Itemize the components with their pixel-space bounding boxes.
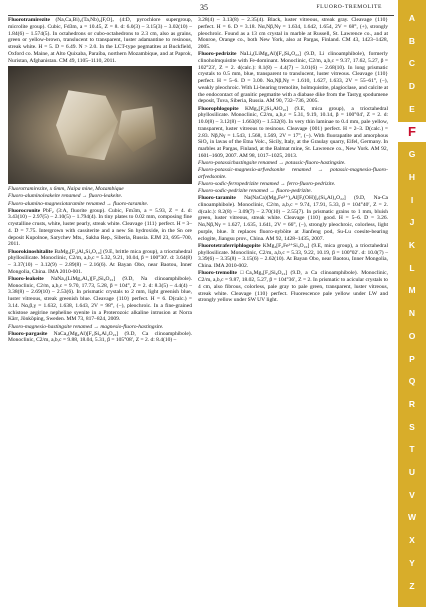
mineral-formula: NaNa₂(LiMg₂Al₂)[F₂|Si₈O₂₂] [43,275,116,282]
tab-letter-e[interactable]: E [409,103,415,114]
mineral-formula: (Na,Ca,Bi)₂(Ta,Nb)₂[F,O]₇ [49,17,115,23]
tab-letter-f[interactable]: F [398,122,426,142]
mineral-description: (9.D, Na-Ca clinoamphibole). Monoclinic, C2/m, a,b,c = 9.74, 17.91, 5.33, β = 104°40′, Z = 2. d(calc.): 8.2(8) – 3.09(7) – 2.70(10) – 2.55(7). In prismatic grains to 1 mm, bluish green, luster vitreous, streak white. Cleavage {110} good. H = 5–6. D = 3.26. Nα,Nβ,Nγ = 1.627, 1.635, 1.641, 2V = 66°, (−), strongly pleochroic, colorless, light purple, blue. It replaces fluoro-nyböite at Jianfeng pod, Su-Lu coesite-bearing eclogite, Jiangsu prov., China. AM 92, 1428–1435, 2007. [198,195,388,242]
crystal-shape [56,90,118,160]
running-title: FLUORO-TREMOLITE [316,4,382,10]
mineral-entry [198,51,388,105]
mineral-description: (9.D, Na clinoamphibole). Monoclinic, C2/m, a,b,c = 9.70, 17.73, 5.28, β = 104°, Z = 2. d: 8.3(5) – 4.4(4) – 3.38(8) – 2.69(10) – 2.53(6). In prismatic crystals to 2 mm, light greenish blue, luster vitreous, streak greenish blue. Cleavage {110} perfect. H = 6. D(calc.) = 3.14. Nα,β,γ = 1.632, 1.638, 1.643, 2V = 98°, (−), pleochroic. In a fine-grained schistose aegirine nepheline syenite in a Proterozoic alkaline intrusion at Norra Kärr, Jönköping, Sweden. MM 73, 817–824, 2009. [8,275,192,323]
mineral-description: (9.E, mica group), a trioctahedral phyllosilicate. Monoclinic, C2/m, a,b,c = 5.31, 9.19, 10.14, β = 100°04′, Z = 2. d: 10.0(8) – 3.12(8) – 1.663(8) – 1.532(8). In very thin laminae to 0.4 mm, pale yellow, transparent, luster vitreous to resinous. Cleavage {001} perfect. H = 2–3. D(calc.) = 2.83. Nβ,Nγ = 1.543, 1.568, 1.569, 2V = 17°, (−). With fluorapatite and amorphous SiO₂ in lavas of the Etna Volc., Sicily, Italy, at the Graulay quarry, Eifel, Germany. In marbles at Pargas, Finland, at the Balmat mine, St. Lawrence co., New York. AM 92, 1601–1609, 2007. AM 98, 1017–1025, 2013. [198,105,388,159]
tab-letter-k[interactable]: K [408,240,416,250]
mineral-name: Fluoro-tremolite [198,270,237,277]
mineral-entry [8,331,192,345]
mineral-entry [198,270,388,304]
mineral-entry [8,17,192,64]
cross-reference: Fluoro-aluminoleakeite renamed → fluoro-leakeite. [8,193,123,200]
mineral-name: Fluorotetraferriphlogopite [198,242,261,249]
cross-reference: Fluoro-sodic-pedrizite renamed → fluoro-pedrizite. [198,188,312,195]
tab-letter-j[interactable]: J [409,217,415,228]
mineral-entry [198,243,388,270]
mineral-formula: PbF₂ [40,207,54,214]
mineral-description: (4:D, pyrochlore supergroup, microlite group). Cubic, Fd3m, a = 10.45, Z = 8. d: 6.0(3) – 3.15(3) – 3.02(10) – 1.84(6) – 1.574(5). In octahedrons or cubo-octahedrons to 2.3 cm, also as grains, green or yellow-brown, translucent to transparent, luster adamantine to resinous, streak white. H = 5. D = 6.49. N > 2.0. In the LCT-type pegmatites at Buckfield, Oxford co. Maine, at Alto Quixaba, Paraíba, northern Mozambique, and at Paprok, Nuristan, Afghanistan. CM 49, 1105–1110, 2011. [8,17,192,64]
mineral-entry [8,249,192,276]
tab-letter-s[interactable]: S [409,421,415,432]
mineral-formula: BaMg₃[F₂|Al₂Si₂O₁₀] [52,248,102,255]
left-column-entries-bottom [8,193,192,344]
photo-caption: Fluorotramirezite, x 6mm, Naipa mine, Mozambique [8,186,124,193]
left-column [8,17,192,345]
mineral-formula: KMg₃[F₂|Si₃AlO₁₀] [238,105,289,112]
cross-reference: Fluoro-sodic-ferropedrizite renamed → ferro-fluoro-pedrizite. [198,180,336,187]
mineral-description: (9.D, Ca clinoamphibole). Monoclinic, C2/m, a,b,c = 9.88, 18.04, 5.31, β = 105°08′, Z = 2. d: 8.4(10) – [8,330,192,344]
tab-letter-b[interactable]: B [408,35,416,46]
mineral-description: (9.E, mica group), a trioctahedral phyllosilicate. Monoclinic, C2/m, a,b,c = 5.33, 9.22, 10.19, β = 100°02′. d: 10.0(7) – 3.39(6) – 3.35(8) – 3.15(6) – 2.62(10). At Bayan Obo, near Baotou, Inner Mongolia, China. IMA 2010-002. [198,242,388,270]
tab-letter-p[interactable]: P [409,353,415,364]
left-column-entries-top [8,17,192,64]
mineral-description: (9.D, Li clinoamphibole), formerly clinoholmquistite with Fe-dominant. Monoclinic, C2/m, a,b,c = 9.37, 17.62, 5.27, β = 102°23′, Z = 2. d(calc.): 8.1(8) – 4.4(7) – 3.01(6) – 2.68(10). In long prismatic crystals to 0.5 mm, blue, transparent to translucent, luster vitreous. Cleavage {110} perfect. H = 5–6. D = 3.00. Nα,Nβ,Nγ = 1.610, 1.627, 1.633, 2V = 55–61°, (−), weakly pleochroic. With Li-bearing tremolite, holmquistite, plagioclase, and calcite at the endocontact of granitic pegmatite with a diabase dike from the Tastyg spodumene deposit, Tuva, Siberia, Russia. AM 90, 732–736, 2005. [198,51,388,105]
mineral-name: Fluoro-taramite [198,195,236,202]
mineral-formula: NaLi₂(LiMg₂Al)[F₂|Si₈O₂₂] [236,51,301,58]
tab-letter-y[interactable]: Y [409,557,415,568]
tab-letter-x[interactable]: X [409,535,415,546]
tab-letter-t[interactable]: T [409,444,415,455]
mineral-formula: □Ca₂Mg₅[F₂|Si₈O₂₂] [236,270,288,277]
mineral-formula: KMg₃[F₂Fe³⁺Si₃O₁₀] [260,242,310,249]
mineral-entry [8,276,192,323]
mineral-name: Fluoro-pargasite [8,330,48,337]
header-rule [8,15,394,16]
mineral-entry [198,106,388,160]
tab-letter-d[interactable]: D [408,81,416,92]
mineral-formula: NaCa₂(Mg₄Al)[F₂|Si₆Al₂O₂₂] [47,330,119,337]
tab-letter-n[interactable]: N [408,308,416,319]
right-column-entries [198,17,388,304]
mineral-name: Fluoro-pedrizite [198,51,237,58]
mineral-name: Fluorotramirezite [8,17,50,23]
cross-reference: Fluoro-potassichastingsite renamed → potassic-fluoro-hastingsite. [198,159,346,166]
mineral-description: (9.E, brittle mica group), a trioctahedral phyllosilicate. Monoclinic, C2/m, a,b,c = 5.32, 9.21, 10.04, β = 100°30′. d: 3.64(8) – 3.37(10) – 3.12(9) – 2.89(8) – 2.16(6). At Bayan Obo, near Baotou, Inner Mongolia, China. IMA 2010-001. [8,248,192,275]
tab-letter-w[interactable]: W [407,512,417,523]
continued-text: 3.28(4) – 3.13(8) – 2.35(4). Black, luster vitreous, streak gray. Cleavage {110} perfect. H = 6. D = 3.18. Nα,Nβ,Nγ = 1.634, 1.642, 1.654, 2V = 68°, (+), strongly pleochroic. Found as a 13 cm crystal in marble at Russell, St. Lawrence co., and at Monroe, Orange co., both New York, also at Pargas, Finland. CM 43, 1423–1428, 2005. [198,17,388,50]
cross-reference: Fluoro-potassic-magnesio-arfvedsonite renamed → potassic-magnesio-fluoro-arfvedsonite. [198,167,388,180]
cross-reference: Fluoro-alumino-magnesiotaramite renamed → fluoro-taramite. [8,200,149,207]
mineral-description: (9.D, a Ca clinoamphibole). Monoclinic, C2/m, a,b,c = 9.87, 18.02, 5.27, β = 104°36′, Z = 2. In prismatic to acicular crystals to 4 cm, also fibrous, colorless, pale gray to pale green, transparent, luster vitreous, streak white. Cleavage {110} perfect. Fluorescence pale yellow under LW and strongly yellow under SW UV light. [198,270,388,304]
tab-letter-u[interactable]: U [408,467,416,477]
right-column [198,17,388,304]
tab-letter-m[interactable]: M [408,285,416,296]
mineral-entry [8,208,192,249]
mineral-name: Fluorokinoshitalite [8,248,53,255]
tab-letter-i[interactable]: I [410,194,414,205]
tab-letter-g[interactable]: G [408,149,416,160]
tab-letter-c[interactable]: C [408,58,416,69]
mineral-description: (3:A, fluorite group). Cubic, Fm3m, a = 5.93, Z = 4. d: 3.43(10) – 2.97(5) – 2.10(5) – 1.794(4). In tiny plates to 0.02 mm, composing fine crystalline crusts, white, luster pearly, streak white. Cleavage {111} perfect. H = 3–4. D = 7.75. Intergrown with cassiterite and a new Sn hydroxide, in the Sn ore deposit Kupolnoe, Sarychev Mts., Sakha Rep., Siberia, Russia. EJM 23, 695–700, 2011. [8,207,192,248]
tab-letter-o[interactable]: O [408,330,416,341]
cross-reference: Fluoro-magnesio-hastingsite renamed → magnesio-fluoro-hastingsite. [8,323,164,330]
mineral-name: Fluorophlogopite [198,105,239,112]
mineral-formula: Na(NaCa)(Mg₃Fe³⁺)₂Al[F,(OH)]₂(Si₆Al)₂O₂₂] [235,195,346,202]
tab-letter-z[interactable]: Z [409,580,415,591]
page-number: 35 [200,3,208,12]
mineral-name: Fluorocronite [8,207,41,214]
tab-letter-l[interactable]: L [409,262,415,273]
mineral-entry [198,195,388,242]
alphabet-tab-bar [398,0,426,607]
tab-letter-a[interactable]: A [408,13,416,23]
tab-letter-r[interactable]: R [408,398,416,409]
crystal-shape-secondary [118,106,156,152]
page-header [0,3,426,15]
tab-letter-q[interactable]: Q [408,376,416,387]
mineral-name: Fluoro-leakeite [8,275,44,282]
tab-letter-h[interactable]: H [408,171,416,182]
tab-letter-v[interactable]: V [409,489,415,500]
specimen-photo [8,66,192,184]
